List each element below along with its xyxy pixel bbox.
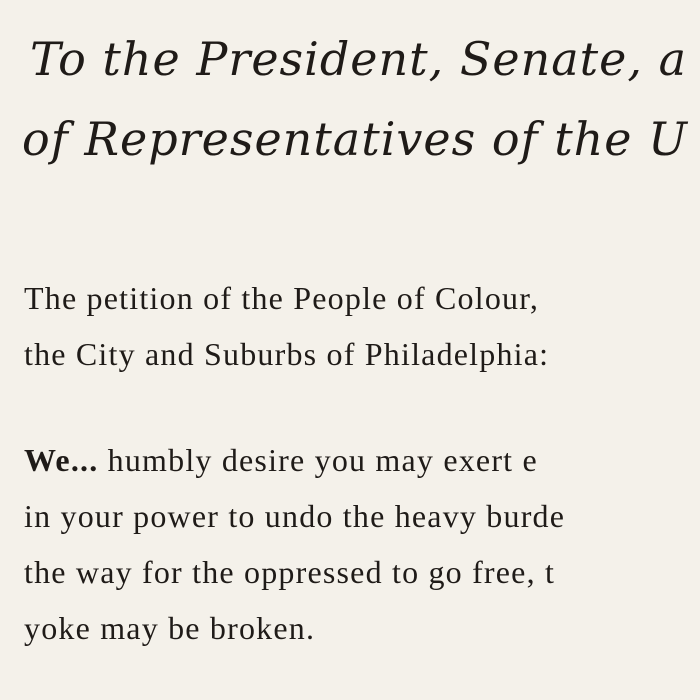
plea-line-2: in your power to undo the heavy burde — [24, 498, 566, 534]
address-heading-line-1: To the President, Senate, a — [30, 32, 688, 86]
plea-line-4: yoke may be broken. — [24, 610, 316, 646]
petition-line-2: the City and Suburbs of Philadelphia: — [24, 336, 550, 372]
address-heading-line-2: of Representatives of the U — [22, 112, 688, 166]
petition-line-1: The petition of the People of Colour, — [24, 280, 540, 316]
plea-line-3: the way for the oppressed to go free, t — [24, 554, 556, 590]
plea-lead-word: We... — [24, 442, 99, 478]
plea-line-1-rest: humbly desire you may exert e — [98, 442, 538, 478]
plea-line-1 — [24, 442, 538, 479]
